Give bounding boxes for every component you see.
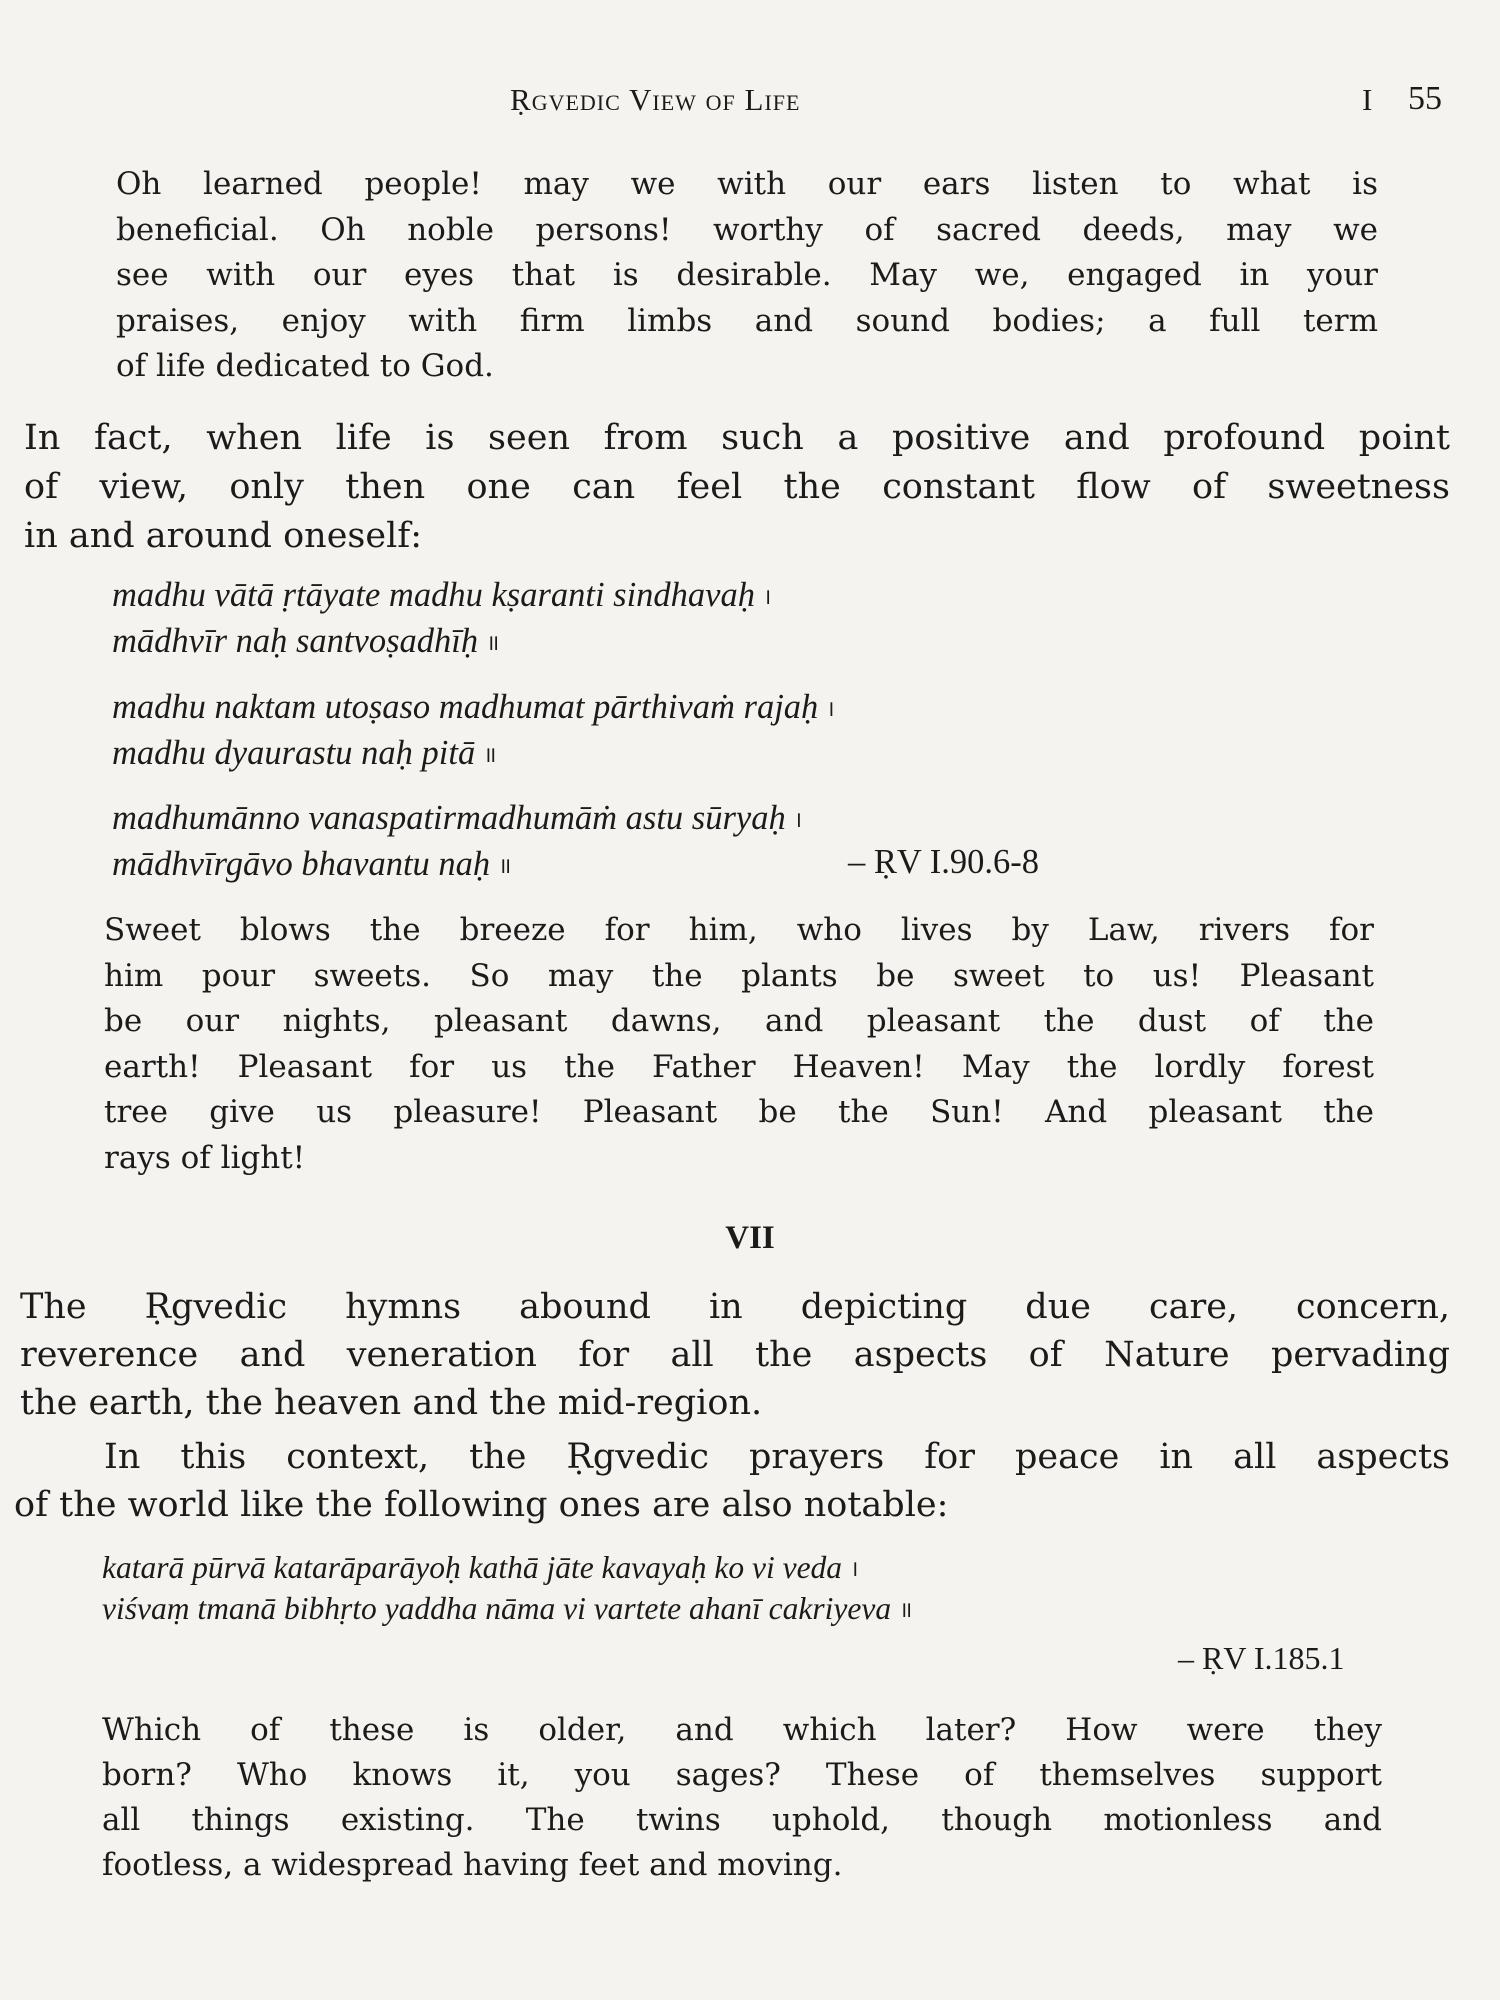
header-separator: I xyxy=(1362,82,1373,117)
danda: । xyxy=(762,584,772,609)
sanskrit-verse-1 xyxy=(112,573,1342,665)
text-line: the earth, the heaven and the mid-region. xyxy=(20,1383,763,1423)
running-title-initial: Ṛ xyxy=(510,82,532,117)
page-header xyxy=(0,80,1500,130)
verse-line: katarā pūrvā katarāparāyoḥ kathā jāte kavayaḥ ko vi veda xyxy=(102,1550,843,1585)
sanskrit-verse-4 xyxy=(102,1548,1382,1630)
text-line: be our nights, pleasant dawns, and pleasant the dust of the xyxy=(104,1003,1374,1039)
text-line: rays of light! xyxy=(104,1139,306,1176)
text-line: see with our eyes that is desirable. May we, engaged in your xyxy=(116,257,1378,293)
text-line: In fact, when life is seen from such a positive and profound point xyxy=(24,418,1450,458)
paragraph-1 xyxy=(24,414,1450,561)
text-line: earth! Pleasant for us the Father Heaven! May the lordly forest xyxy=(104,1048,1374,1085)
text-line: in and around oneself: xyxy=(24,516,423,556)
paragraph-3 xyxy=(14,1433,1450,1529)
text-line: of the world like the following ones are also notable: xyxy=(14,1485,949,1525)
text-line: footless, a widespread having feet and moving. xyxy=(102,1847,843,1883)
text-line: born? Who knows it, you sages? These of themselves support xyxy=(102,1757,1382,1793)
double-danda: ॥ xyxy=(486,630,500,655)
verse-line: madhu dyaurastu naḥ pitā xyxy=(112,734,476,772)
danda: । xyxy=(793,807,803,832)
verse-reference: – ṚV I.90.6-8 xyxy=(848,843,1040,881)
verse-reference: – ṚV I.185.1 xyxy=(1178,1640,1345,1676)
sanskrit-verse-3 xyxy=(112,796,1342,888)
double-danda: ॥ xyxy=(498,853,512,878)
section-heading: VII xyxy=(725,1220,775,1256)
paragraph-2 xyxy=(20,1283,1450,1427)
text-line: him pour sweets. So may the plants be sweet to us! Pleasant xyxy=(104,957,1374,994)
verse-line: viśvaṃ tmanā bibhṛto yaddha nāma vi vartete ahanī cakriyeva xyxy=(102,1591,892,1626)
text-line: The Ṛgvedic hymns abound in depicting due care, concern, xyxy=(20,1287,1450,1327)
sanskrit-verse-2 xyxy=(112,685,1342,777)
text-line: Which of these is older, and which later? How were they xyxy=(102,1712,1382,1748)
quote-translation-1 xyxy=(116,162,1378,390)
text-line: Sweet blows the breeze for him, who lives by Law, rivers for xyxy=(104,912,1374,948)
running-title xyxy=(510,82,800,118)
double-danda: ॥ xyxy=(899,1597,913,1622)
quote-translation-2 xyxy=(104,908,1374,1181)
double-danda: ॥ xyxy=(483,742,497,767)
verse-line: madhumānno vanaspatirmadhumāṁ astu sūryaḥ xyxy=(112,799,786,837)
danda: । xyxy=(826,696,835,721)
quote-translation-3 xyxy=(102,1708,1382,1888)
text-line: all things existing. The twins uphold, though motionless and xyxy=(102,1802,1382,1838)
verse-line: madhu vātā ṛtāyate madhu kṣaranti sindhavaḥ xyxy=(112,576,755,614)
verse-line: mādhvīrgāvo bhavantu naḥ xyxy=(112,845,491,883)
text-line: praises, enjoy with firm limbs and sound bodies; a full term xyxy=(116,302,1378,339)
text-line: of life dedicated to God. xyxy=(116,348,494,384)
running-title-rest: gvedic View of Life xyxy=(531,82,801,117)
danda: । xyxy=(850,1556,859,1581)
text-line: beneficial. Oh noble persons! worthy of sacred deeds, may we xyxy=(116,211,1378,248)
text-line: reverence and veneration for all the aspects of Nature pervading xyxy=(20,1335,1450,1375)
text-line: Oh learned people! may we with our ears listen to what is xyxy=(116,166,1378,202)
verse-line: mādhvīr naḥ santvoṣadhīḥ xyxy=(112,622,479,660)
text-line: of view, only then one can feel the constant flow of sweetness xyxy=(24,467,1450,507)
text-line: In this context, the Ṛgvedic prayers for peace in all aspects xyxy=(104,1437,1450,1477)
verse-line: madhu naktam utoṣaso madhumat pārthivaṁ rajaḥ xyxy=(112,688,819,726)
page-number: 55 xyxy=(1408,80,1442,117)
text-line: tree give us pleasure! Pleasant be the Sun! And pleasant the xyxy=(104,1094,1374,1130)
